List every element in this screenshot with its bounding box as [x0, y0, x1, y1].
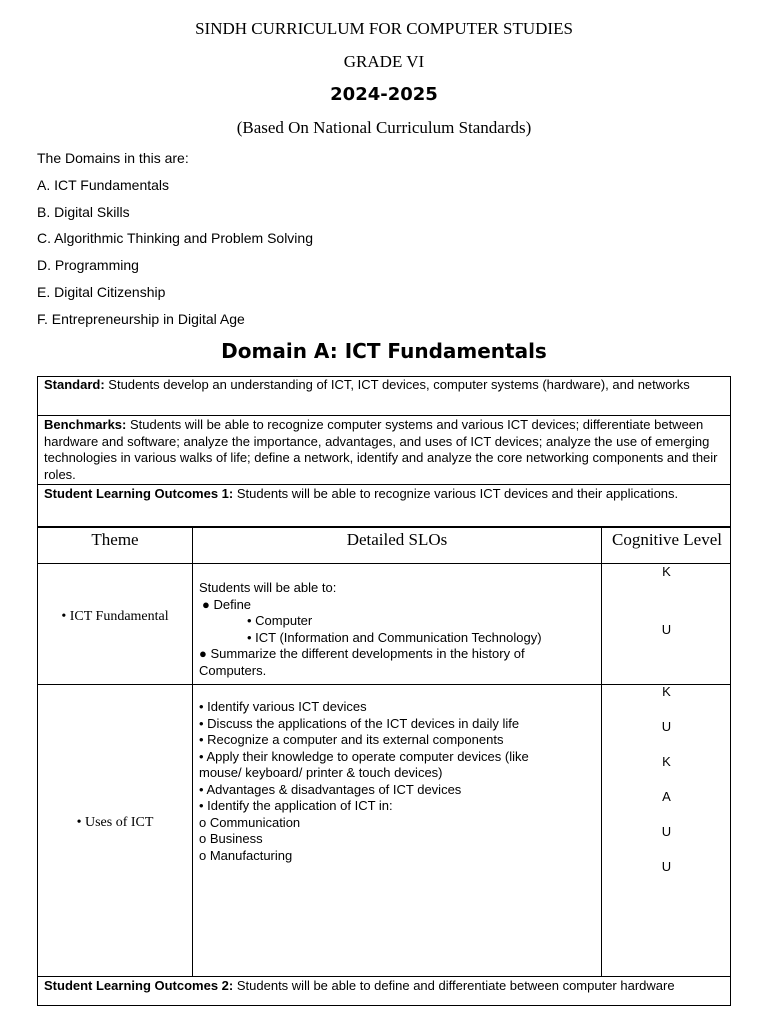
cognitive-level: U	[661, 824, 672, 839]
slo2-text: Students will be able to define and differentiate between computer hardware	[233, 978, 675, 993]
slo-line: • Advantages & disadvantages of ICT devices	[199, 781, 462, 797]
row1-slos	[199, 580, 599, 679]
slo-line: • ICT (Information and Communication Technology)	[247, 629, 542, 645]
slo-line: Computers.	[199, 662, 267, 678]
curriculum-title: SINDH CURRICULUM FOR COMPUTER STUDIES	[195, 19, 573, 38]
slo-line: • Computer	[247, 613, 313, 628]
theme-ict-fundamental: • ICT Fundamental	[61, 609, 169, 624]
cognitive-level: U	[661, 719, 672, 734]
column-divider	[192, 528, 193, 976]
domain-item: C. Algorithmic Thinking and Problem Solving	[37, 230, 313, 247]
cognitive-level: U	[661, 859, 672, 874]
slo1-text: Students will be able to recognize various ICT devices and their applications.	[233, 486, 679, 501]
cognitive-level: K	[662, 754, 671, 769]
domain-item: B. Digital Skills	[37, 203, 130, 220]
slo-line: ● Define	[202, 596, 252, 612]
domain-item: E. Digital Citizenship	[37, 283, 166, 300]
subtitle: (Based On National Curriculum Standards)	[236, 118, 532, 137]
slo-line: ● Summarize the different developments in the history of	[199, 646, 525, 661]
domain-item: A. ICT Fundamentals	[37, 176, 170, 193]
slo-line: o Manufacturing	[199, 847, 293, 863]
academic-year: 2024-2025	[330, 84, 438, 105]
cognitive-level: K	[662, 684, 671, 699]
grade-label: GRADE VI	[343, 52, 425, 71]
slo-table	[37, 528, 731, 977]
domain-item: D. Programming	[37, 257, 139, 274]
cognitive-level: A	[662, 789, 671, 804]
slo-line: • Recognize a computer and its external components	[199, 732, 504, 747]
slo1-cell	[37, 484, 731, 528]
standard-text: Students develop an understanding of ICT, ICT devices, computer systems (hardware), and networks	[104, 377, 690, 392]
standard-cell	[37, 376, 731, 416]
cognitive-level: U	[661, 622, 672, 637]
header-cognitive-level: Cognitive Level	[611, 530, 722, 549]
benchmarks-cell	[37, 415, 731, 485]
slo2-label: Student Learning Outcomes 2:	[44, 978, 234, 993]
slo-line: • Identify the application of ICT in:	[199, 798, 393, 813]
row2-slos	[199, 699, 599, 864]
benchmarks-label: Benchmarks:	[44, 417, 127, 432]
benchmarks-text: Students will be able to recognize computer systems and various ICT devices; differentiate between hardware and software; analyze the importance, advantages, and uses of ICT devices; analyze the use of emerging technologies in various walks of life; define a network, identify and analyze the core networking components and their roles.	[44, 417, 718, 482]
domains-intro: The Domains in this are:	[37, 150, 189, 166]
slo-line: • Identify various ICT devices	[199, 699, 367, 714]
slo2-cell	[37, 976, 731, 1006]
slo-line: o Business	[199, 831, 263, 846]
slo1-label: Student Learning Outcomes 1:	[44, 486, 234, 501]
domain-item: F. Entrepreneurship in Digital Age	[37, 310, 245, 327]
header-detailed-slos: Detailed SLOs	[346, 530, 448, 549]
cognitive-level: K	[662, 564, 671, 579]
slo-line: o Communication	[199, 814, 301, 830]
domain-title: Domain A: ICT Fundamentals	[221, 339, 547, 363]
slo-line: Students will be able to:	[199, 580, 337, 595]
standard-label: Standard:	[44, 377, 105, 392]
slo-line: mouse/ keyboard/ printer & touch devices)	[199, 765, 443, 780]
theme-uses-of-ict: • Uses of ICT	[76, 815, 154, 830]
slo-line: • Discuss the applications of the ICT devices in daily life	[199, 715, 520, 731]
domains-list	[37, 150, 313, 338]
column-divider	[601, 528, 602, 976]
slo-line: • Apply their knowledge to operate computer devices (like	[199, 748, 529, 764]
header-theme: Theme	[91, 530, 139, 549]
